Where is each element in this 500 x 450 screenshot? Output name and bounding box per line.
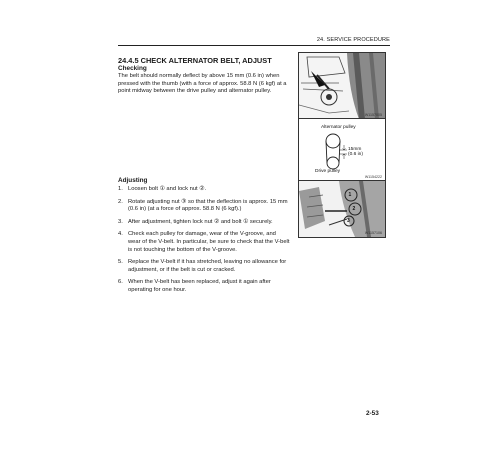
step-number: 3. (118, 218, 123, 225)
checking-heading: Checking (118, 65, 147, 72)
step-text: Check each pulley for damage, wear of the V-groove, and wear of the V-belt. In particular, be sure to check that the V-belt is not touching the bottom of the V-groove. (128, 231, 290, 253)
step-item (118, 279, 290, 294)
page-number: 2-53 (366, 410, 379, 417)
callout-2: 2 (352, 205, 356, 212)
figure-code: W1157005 (364, 113, 382, 117)
step-number: 4. (118, 231, 123, 238)
step-text: Replace the V-belt if it has stretched, leaving no allowance for adjustment, or if the belt is cut or cracked. (128, 259, 287, 273)
step-number: 2. (118, 198, 123, 205)
step-text: When the V-belt has been replaced, adjust it again after operating for one hour. (128, 279, 271, 293)
callout-3: 3 (347, 218, 350, 224)
drive-pulley (327, 157, 339, 169)
step-number: 5. (118, 259, 123, 266)
section-header: 24. SERVICE PROCEDURE (316, 37, 390, 43)
figure-adjust-bolts (298, 180, 386, 238)
step-item (118, 199, 290, 214)
header-rule (118, 45, 390, 46)
adjusting-heading: Adjusting (118, 177, 148, 184)
step-item (118, 231, 290, 254)
drive-pulley-label: Drive pulley (315, 169, 341, 174)
deflection-mm: 15mm (348, 147, 362, 152)
section-title: 24.4.5 CHECK ALTERNATOR BELT, ADJUST (118, 56, 272, 65)
adjusting-steps (118, 186, 290, 295)
figure-code: W1157106 (364, 231, 382, 235)
alternator-pulley-label: Alternator pulley (321, 125, 356, 130)
step-text: Loosen bolt ① and lock nut ②. (128, 186, 207, 192)
step-item (118, 219, 290, 227)
deflection-label (348, 147, 363, 157)
figure-belt-check (298, 52, 386, 120)
figure-code: W1154222 (364, 175, 382, 179)
callout-1: 1 (348, 191, 352, 198)
step-text: After adjustment, tighten lock nut ② and bolt ① securely. (128, 218, 273, 225)
step-number: 1. (118, 186, 123, 192)
alternator-pulley (326, 134, 340, 148)
step-text: Rotate adjusting nut ③ so that the deflection is approx. 15 mm (0.6 in) (at a force of approx. 58.8 N (6 kgf).) (128, 198, 288, 213)
step-item (118, 186, 290, 194)
step-number: 6. (118, 279, 123, 286)
figure-pulley-diagram (298, 118, 386, 182)
step-item (118, 259, 290, 274)
adjust-bolts-illustration (299, 181, 385, 237)
checking-paragraph: The belt should normally deflect by above 15 mm (0.6 in) when pressed with the thumb (with a force of approx. 58.8 N (6 kgf) at a point midway between the drive pulley and alternator pulley. (118, 73, 287, 95)
belt-check-illustration (299, 53, 385, 119)
deflection-in: (0.6 in) (348, 152, 363, 157)
